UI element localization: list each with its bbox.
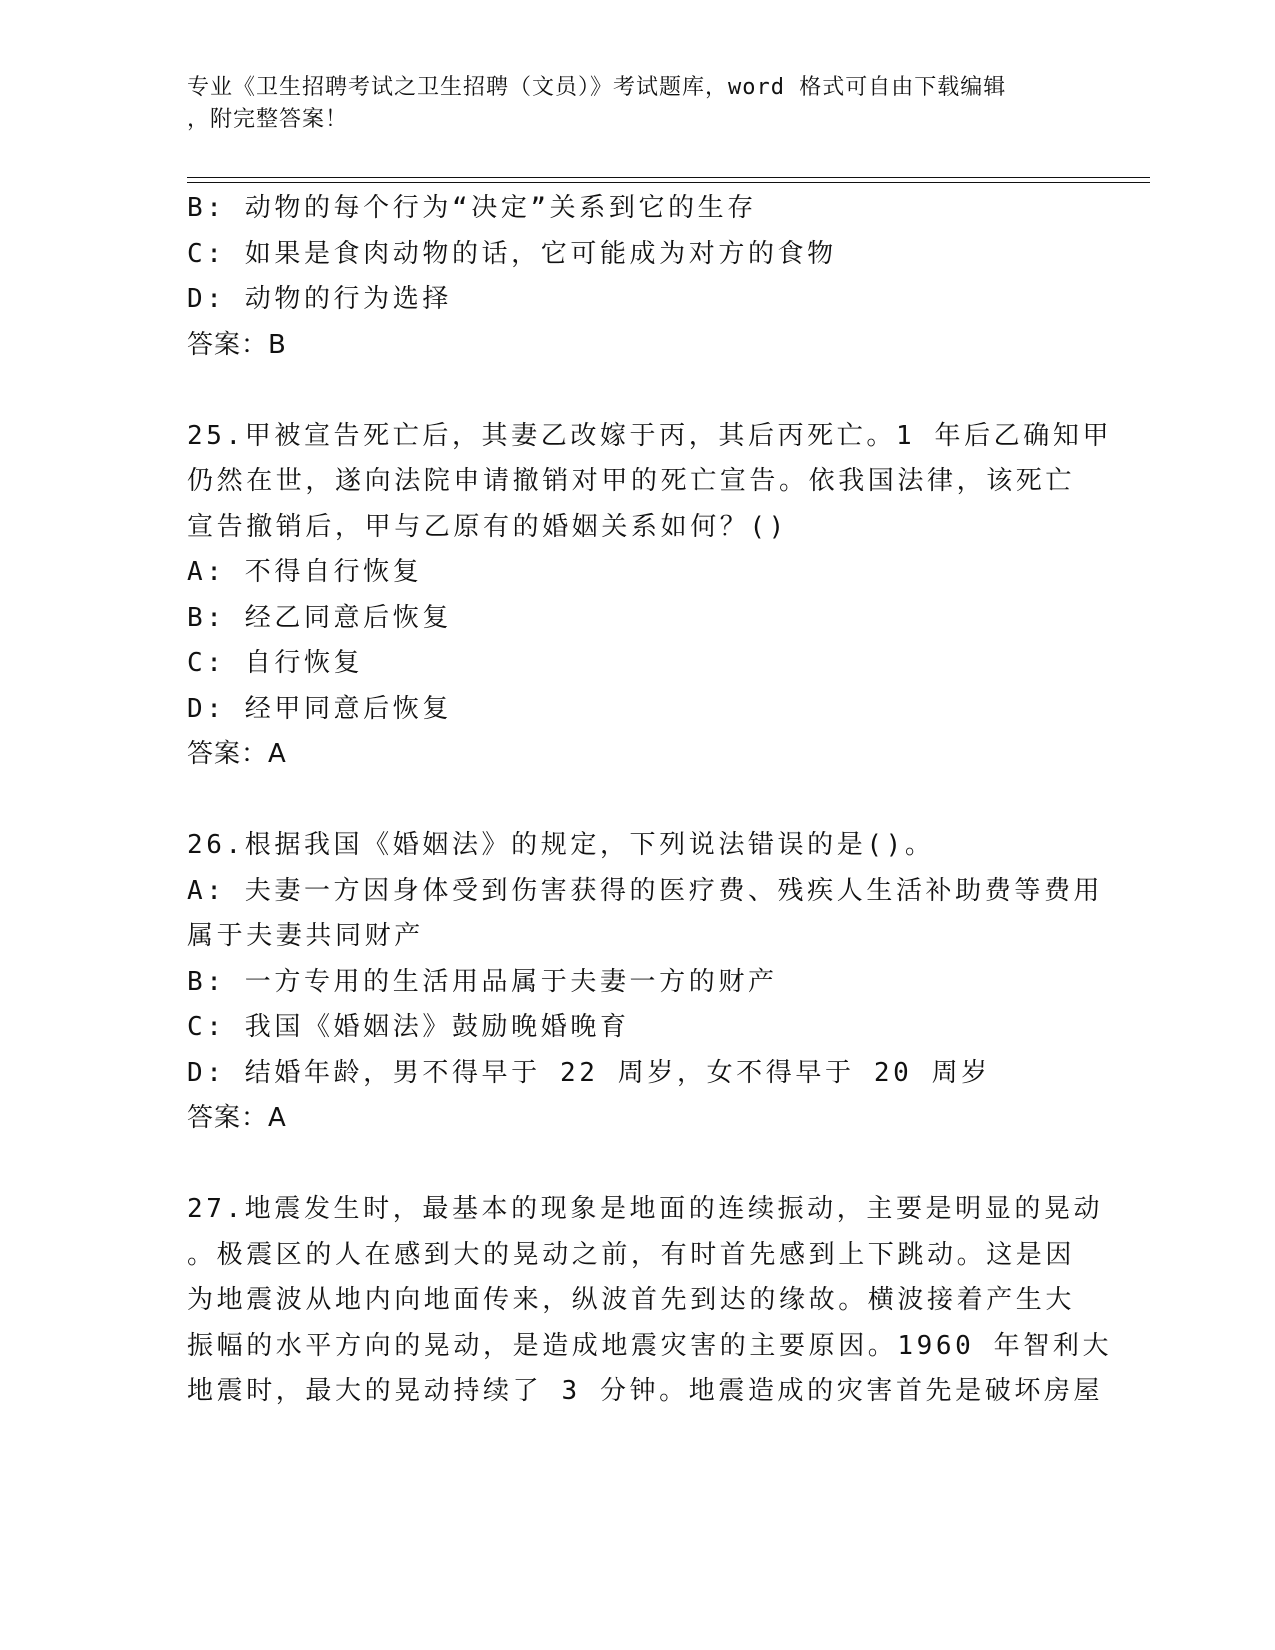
option-c: C: 我国《婚姻法》鼓励晚婚晚育 [187,1012,630,1042]
question-stem: 振幅的水平方向的晃动，是造成地震灾害的主要原因。1960 年智利大 [187,1330,1113,1361]
option-c: C: 自行恢复 [187,648,364,678]
question-stem: 仍然在世，遂向法院申请撤销对甲的死亡宣告。依我国法律，该死亡 [187,466,1076,496]
question-stem: 为地震波从地内向地面传来，纵波首先到达的缘故。横波接着产生大 [187,1285,1076,1315]
question-stem: 地震时，最大的晃动持续了 3 分钟。地震造成的灾害首先是破坏房屋 [187,1376,1104,1406]
option-a-continued: 属于夫妻共同财产 [187,921,424,951]
option-a: A: 夫妻一方因身体受到伤害获得的医疗费、残疾人生活补助费等费用 [187,875,1104,906]
option-b: B: 动物的每个行为“决定”关系到它的生存 [187,193,757,223]
option-c: C: 如果是食肉动物的话，它可能成为对方的食物 [187,238,837,269]
header-line-1: 专业《卫生招聘考试之卫生招聘（文员）》考试题库，word 格式可自由下载编辑 [187,75,1007,100]
header-divider-top [187,177,1150,178]
question-stem: 26.根据我国《婚姻法》的规定，下列说法错误的是()。 [187,830,935,860]
answer: 答案：A [187,1103,287,1133]
question-27 [187,1187,1113,1415]
question-stem: 25.甲被宣告死亡后，其妻乙改嫁于丙，其后丙死亡。1 年后乙确知甲 [187,420,1113,451]
spacer [187,778,1072,824]
question-stem: 。极震区的人在感到大的晃动之前，有时首先感到上下跳动。这是因 [187,1239,1076,1270]
header-divider-bottom [187,182,1150,183]
header-line-2: ，附完整答案！ [187,107,349,132]
question-26 [187,823,1104,1142]
answer: 答案：A [187,739,287,769]
option-b: B: 经乙同意后恢复 [187,602,452,633]
option-d: D: 经甲同意后恢复 [187,693,452,724]
option-b: B: 一方专用的生活用品属于夫妻一方的财产 [187,966,778,997]
option-a: A: 不得自行恢复 [187,557,423,587]
question-25 [187,414,1113,778]
question-24-tail [187,186,1072,368]
question-stem: 27.地震发生时，最基本的现象是地面的连续振动，主要是明显的晃动 [187,1194,1104,1224]
question-list [187,186,1113,1415]
option-d: D: 动物的行为选择 [187,284,452,314]
answer: 答案：B [187,329,287,360]
option-d: D: 结婚年龄，男不得早于 22 周岁，女不得早于 20 周岁 [187,1057,991,1088]
question-stem: 宣告撤销后，甲与乙原有的婚姻关系如何？() [187,511,788,542]
spacer [187,368,1072,414]
document-header [187,72,1067,136]
spacer [187,1142,1072,1188]
